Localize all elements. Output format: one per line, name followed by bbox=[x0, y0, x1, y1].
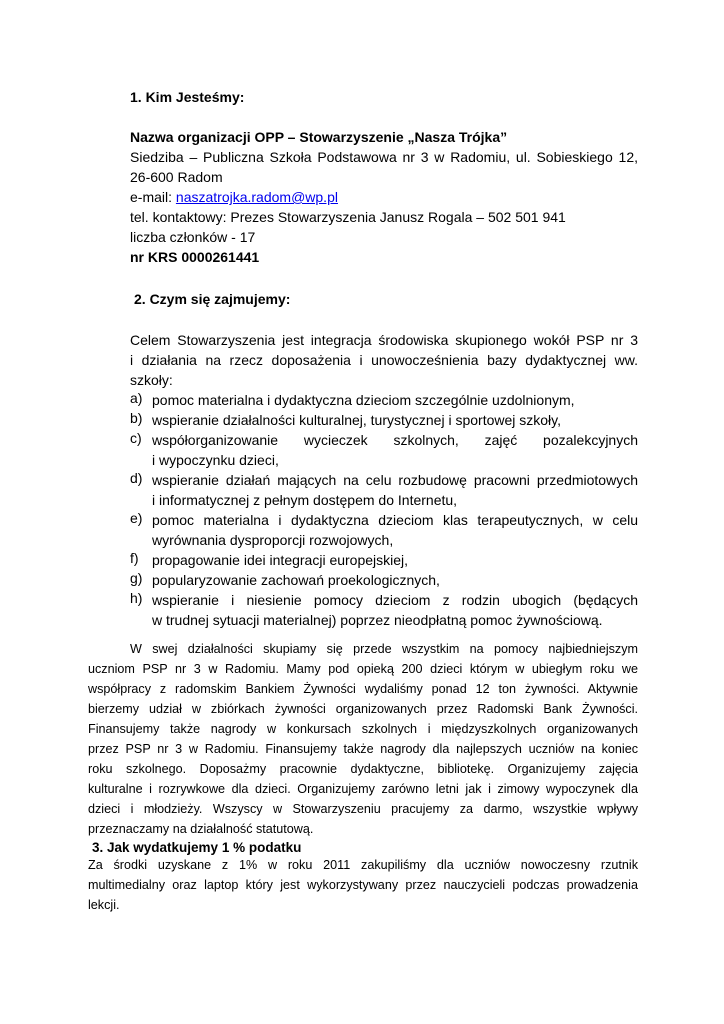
list-marker: a) bbox=[130, 390, 143, 406]
list-item-text: współorganizowanie wycieczek szkolnych, zajęć pozalekcyjnych bbox=[152, 432, 638, 448]
paragraph-line: kulturalne i rozrywkowe dla dzieci. Organizujemy zarówno letni jak i zimowy wypoczynek dla bbox=[88, 782, 638, 796]
intro-line: i działania na rzecz doposażenia i unowocześnienia bazy dydaktycznej ww. bbox=[130, 352, 638, 368]
members-count: liczba członków - 17 bbox=[130, 229, 256, 245]
list-item-text: wspieranie działalności kulturalnej, turystycznej i sportowej szkoły, bbox=[152, 412, 562, 428]
intro-line: szkoły: bbox=[130, 372, 173, 388]
list-item-text: propagowanie idei integracji europejskiej, bbox=[152, 552, 409, 568]
seat-address-line-1: Siedziba – Publiczna Szkoła Podstawowa nr 3 w Radomiu, ul. Sobieskiego 12, bbox=[130, 149, 638, 165]
list-item-text: i wypoczynku dzieci, bbox=[152, 452, 279, 468]
list-marker: b) bbox=[130, 410, 143, 426]
section-2-heading: 2. Czym się zajmujemy: bbox=[134, 291, 291, 307]
list-item-text: pomoc materialna i dydaktyczna dzieciom szczególnie uzdolnionym, bbox=[152, 392, 575, 408]
section-3-line: lekcji. bbox=[88, 898, 120, 912]
paragraph-line: współpracy z radomskim Bankiem Żywności wydaliśmy ponad 12 ton żywności. Aktywnie bbox=[88, 682, 638, 696]
paragraph-line: roku szkolnego. Doposażmy pracownie dydaktyczne, bibliotekę. Organizujemy zajęcia bbox=[88, 762, 638, 776]
email-line bbox=[130, 187, 338, 207]
list-item-text: wyrównania dysproporcji rozwojowych, bbox=[152, 532, 394, 548]
paragraph-line: przeznaczamy na działalność statutową. bbox=[88, 822, 314, 836]
paragraph-line: Finansujemy także nagrody w konkursach szkolnych i międzyszkolnych organizowanych bbox=[88, 722, 638, 736]
section-3-heading: 3. Jak wydatkujemy 1 % podatku bbox=[92, 840, 302, 855]
list-marker: c) bbox=[130, 430, 142, 446]
paragraph-line: dzieci i młodzieży. Wszyscy w Stowarzyszeniu pracujemy za darmo, wszystkie wpływy bbox=[88, 802, 638, 816]
seat-address-line-2: 26-600 Radom bbox=[130, 169, 223, 185]
organization-name: Nazwa organizacji OPP – Stowarzyszenie „Nasza Trójka” bbox=[130, 129, 508, 145]
paragraph-line: bierzemy udział w zbiórkach żywności organizowanych przez Radomski Bank Żywności. bbox=[88, 702, 638, 716]
paragraph-line: W swej działalności skupiamy się przede wszystkim na pomocy najbiedniejszym bbox=[130, 642, 638, 656]
list-item-text: popularyzowanie zachowań proekologicznych, bbox=[152, 572, 440, 588]
list-marker: h) bbox=[130, 590, 143, 606]
section-3-line: Za środki uzyskane z 1% w roku 2011 zakupiliśmy dla uczniów nowoczesny rzutnik bbox=[88, 858, 638, 872]
list-item-text: i informatycznej z pełnym dostępem do Internetu, bbox=[152, 492, 458, 508]
phone-line: tel. kontaktowy: Prezes Stowarzyszenia Janusz Rogala – 502 501 941 bbox=[130, 209, 566, 225]
krs-number: nr KRS 0000261441 bbox=[130, 249, 260, 265]
email-label: e-mail: bbox=[130, 189, 176, 205]
list-item-text: w trudnej sytuacji materialnej) poprzez nieodpłatną pomoc żywnościową. bbox=[152, 612, 603, 628]
list-marker: d) bbox=[130, 470, 143, 486]
list-marker: e) bbox=[130, 510, 143, 526]
list-marker: g) bbox=[130, 570, 143, 586]
list-item-text: pomoc materialna i dydaktyczna dzieciom klas terapeutycznych, w celu bbox=[152, 512, 638, 528]
intro-line: Celem Stowarzyszenia jest integracja środowiska skupionego wokół PSP nr 3 bbox=[130, 332, 638, 348]
list-item-text: wspieranie i niesienie pomocy dzieciom z rodzin ubogich (będących bbox=[152, 592, 638, 608]
email-link[interactable]: naszatrojka.radom@wp.pl bbox=[175, 189, 338, 205]
list-marker: f) bbox=[130, 550, 139, 566]
paragraph-line: uczniom PSP nr 3 w Radomiu. Mamy pod opieką 200 dzieci którym w ubiegłym roku we bbox=[88, 662, 638, 676]
section-1-heading: 1. Kim Jesteśmy: bbox=[130, 89, 245, 105]
list-item-text: wspieranie działań mających na celu rozbudowę pracowni przedmiotowych bbox=[152, 472, 638, 488]
section-3-line: multimedialny oraz laptop który jest wykorzystywany przez nauczycieli podczas prowadzenia bbox=[88, 878, 638, 892]
paragraph-line: przez PSP nr 3 w Radomiu. Finansujemy także nagrody dla najlepszych uczniów na koniec bbox=[88, 742, 638, 756]
